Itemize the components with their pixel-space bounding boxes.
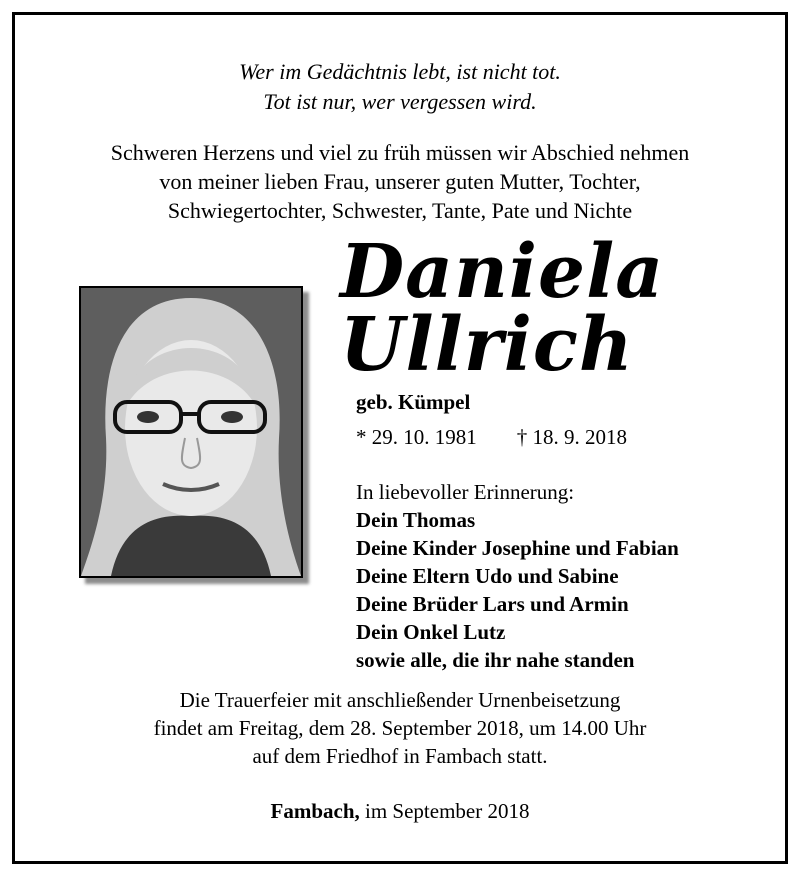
mourner-line: Deine Brüder Lars und Armin — [356, 592, 629, 616]
birth-date: * 29. 10. 1981 — [356, 425, 477, 449]
life-dates — [356, 423, 627, 451]
death-date: † 18. 9. 2018 — [516, 425, 627, 449]
intro-text — [0, 138, 800, 225]
motto — [0, 57, 800, 117]
motto-line: Tot ist nur, wer vergessen wird. — [263, 89, 537, 114]
ceremony-line: findet am Freitag, dem 28. September 2018, um 14.00 Uhr — [153, 716, 647, 740]
mourner-line: Dein Thomas — [356, 508, 476, 532]
deceased-first-name: Daniela — [340, 229, 665, 315]
mourners-heading: In liebevoller Erinnerung: — [356, 480, 575, 504]
ceremony-info — [0, 686, 800, 770]
mourners-list — [356, 478, 679, 674]
signature-place: Fambach, — [270, 799, 360, 823]
signature-date: im September 2018 — [359, 799, 530, 823]
mourner-line: Deine Kinder Josephine und Fabian — [356, 536, 679, 560]
motto-line: Wer im Gedächtnis lebt, ist nicht tot. — [239, 59, 561, 84]
deceased-last-name: Ullrich — [340, 302, 634, 388]
mourner-line: sowie alle, die ihr nahe standen — [356, 648, 635, 672]
intro-line: Schwiegertochter, Schwester, Tante, Pate und Nichte — [167, 198, 633, 223]
portrait-image — [81, 288, 301, 576]
portrait-photo — [79, 286, 303, 578]
mourner-line: Deine Eltern Udo und Sabine — [356, 564, 619, 588]
mourner-line: Dein Onkel Lutz — [356, 620, 506, 644]
place-date-signature — [0, 797, 800, 825]
intro-line: von meiner lieben Frau, unserer guten Mutter, Tochter, — [159, 169, 641, 194]
ceremony-line: Die Trauerfeier mit anschließender Urnenbeisetzung — [179, 688, 621, 712]
intro-line: Schweren Herzens und viel zu früh müssen wir Abschied nehmen — [110, 140, 690, 165]
ceremony-line: auf dem Friedhof in Fambach statt. — [252, 744, 548, 768]
birth-name: geb. Kümpel — [356, 390, 471, 414]
